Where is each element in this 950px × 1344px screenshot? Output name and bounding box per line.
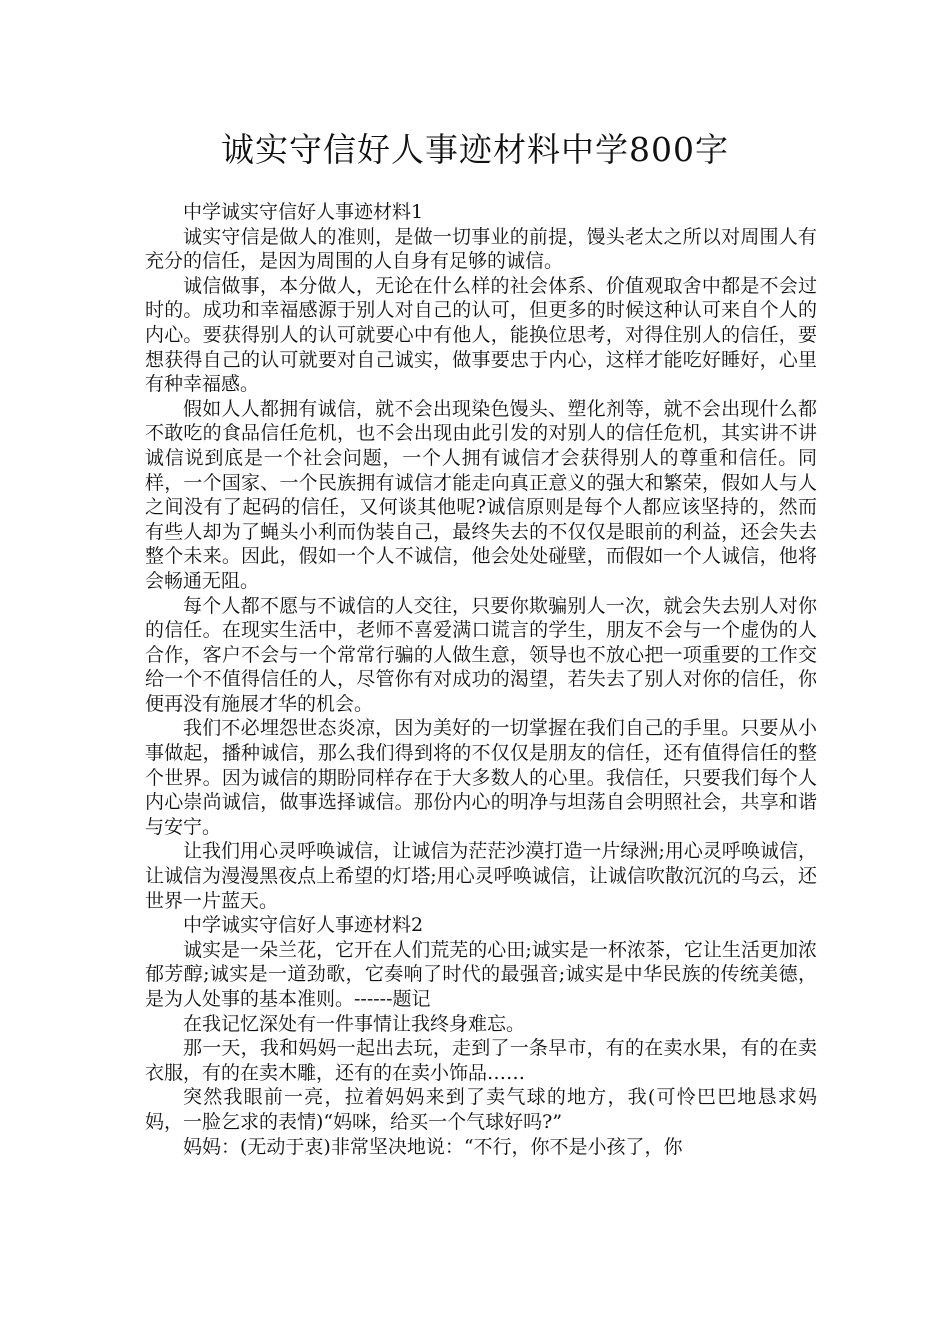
paragraph: 那一天，我和妈妈一起出去玩，走到了一条早市，有的在卖水果，有的在卖衣服，有的在卖木雕，还有的在卖小饰品…… <box>145 1037 817 1084</box>
paragraph: 我们不必埋怨世态炎凉，因为美好的一切掌握在我们自己的手里。只要从小事做起，播种诚信，那么我们得到将的不仅仅是朋友的信任，还有值得信任的整个世界。因为诚信的期盼同样存在于大多数人的心里。我信任，只要我们每个人内心崇尚诚信，做事选择诚信。那份内心的明净与坦荡自会明照社会，共享和谐与安宁。 <box>145 717 817 838</box>
paragraph: 突然我眼前一亮，拉着妈妈来到了卖气球的地方，我(可怜巴巴地恳求妈妈，一脸乞求的表情)“妈咪，给买一个气球好吗?” <box>145 1086 817 1133</box>
paragraph: 每个人都不愿与不诚信的人交往，只要你欺骗别人一次，就会失去别人对你的信任。在现实生活中，老师不喜爱满口谎言的学生，朋友不会与一个虚伪的人合作，客户不会与一个常常行骗的人做生意，领导也不放心把一项重要的工作交给一个不值得信任的人，尽管你有对成功的渴望，若失去了别人对你的信任，你便再没有施展才华的机会。 <box>145 594 817 715</box>
paragraph: 诚实守信是做人的准则，是做一切事业的前提，馒头老太之所以对周围人有充分的信任，是因为周围的人自身有足够的诚信。 <box>145 225 817 273</box>
paragraph: 诚信做事，本分做人，无论在什么样的社会体系、价值观取舍中都是不会过时的。成功和幸福感源于别人对自己的认可，但更多的时候这种认可来自个人的内心。要获得别人的认可就要心中有他人，能换位思考，对得住别人的信任，要想获得自己的认可就要对自己诚实，做事要忠于内心，这样才能吃好睡好，心里有种幸福感。 <box>145 274 817 396</box>
paragraph: 妈妈：(无动于衷)非常坚决地说：“不行，你不是小孩了，你 <box>183 1135 683 1158</box>
document-body <box>145 200 817 1159</box>
paragraph: 诚实是一朵兰花，它开在人们荒芜的心田;诚实是一杯浓茶，它让生活更加浓郁芳醇;诚实是一道劲歌，它奏响了时代的最强音;诚实是中华民族的传统美德，是为人处事的基本准则。------题记 <box>145 938 817 1010</box>
section-heading-1: 中学诚实守信好人事迹材料1 <box>183 201 424 223</box>
paragraph: 在我记忆深处有一件事情让我终身难忘。 <box>183 1012 526 1035</box>
paragraph: 假如人人都拥有诚信，就不会出现染色馒头、塑化剂等，就不会出现什么都不敢吃的食品信任危机，也不会出现由此引发的对别人的信任危机，其实讲不讲诚信说到底是一个社会问题，一个人拥有诚信才会获得别人的尊重和信任。同样，一个国家、一个民族拥有诚信才能走向真正意义的强大和繁荣，假如人与人之间没有了起码的信任，又何谈其他呢?诚信原则是每个人都应该坚持的，然而有些人却为了蝇头小利而伪装自己，最终失去的不仅仅是眼前的利益，还会失去整个未来。因此，假如一个人不诚信，他会处处碰壁，而假如一个人诚信，他将会畅通无阻。 <box>145 397 817 592</box>
section-heading-2: 中学诚实守信好人事迹材料2 <box>183 914 424 937</box>
paragraph: 让我们用心灵呼唤诚信，让诚信为茫茫沙漠打造一片绿洲;用心灵呼唤诚信，让诚信为漫漫黑夜点上希望的灯塔;用心灵呼唤诚信，让诚信吹散沉沉的乌云，还世界一片蓝天。 <box>145 840 817 912</box>
document-title: 诚实守信好人事迹材料中学800字 <box>221 130 729 169</box>
